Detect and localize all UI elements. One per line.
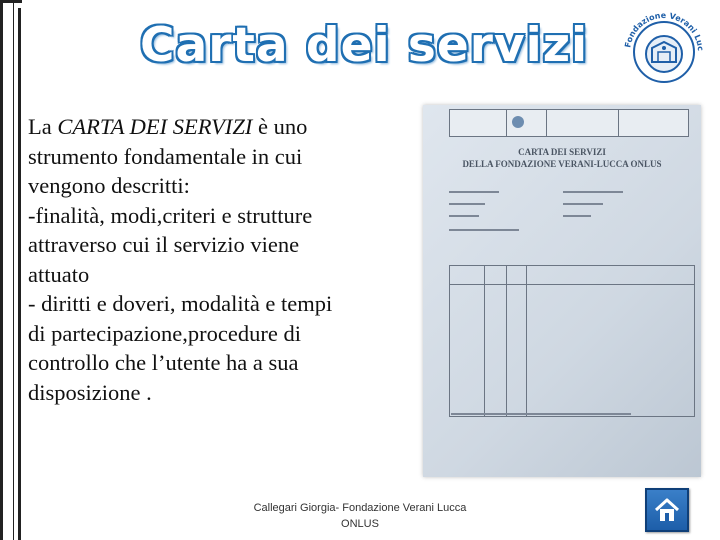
body-line-3: vengono descritti: — [28, 173, 190, 198]
slide-left-frame-inner-line — [18, 8, 21, 540]
body-line-8: di partecipazione,procedure di — [28, 320, 301, 346]
body-line-1: La CARTA DEI SERVIZI è uno — [28, 114, 308, 139]
footer-line-2: ONLUS — [341, 518, 379, 530]
body-line-6: attuato — [28, 261, 90, 287]
fondazione-logo — [612, 8, 716, 88]
slide-title: Carta dei servizi — [140, 18, 589, 73]
slide-footer — [250, 500, 470, 532]
body-line-7: - diritti e doveri, modalità e tempi — [28, 291, 333, 316]
logo-seal-icon — [612, 8, 716, 88]
body-line-4: -finalità, modi,criteri e strutture — [28, 202, 313, 228]
home-button[interactable] — [645, 488, 689, 532]
slide-left-frame-top-line — [0, 0, 22, 3]
slide-body-text — [28, 112, 428, 407]
home-icon — [653, 496, 681, 524]
document-photo — [423, 105, 701, 477]
footer-line-1: Callegari Giorgia- Fondazione Verani Lucca — [253, 502, 467, 514]
body-line-10: disposizione . — [28, 379, 152, 405]
document-title-line-2: DELLA FONDAZIONE VERANI-LUCCA ONLUS — [462, 159, 662, 169]
document-header-block — [449, 109, 689, 137]
logo-ring-text: Fondazione Verani Luc — [623, 10, 706, 52]
document-title-line-1: CARTA DEI SERVIZI — [518, 147, 606, 157]
slide-left-frame — [0, 0, 14, 540]
document-revision-table — [449, 265, 695, 417]
body-line-2: strumento fondamentale in cui — [28, 143, 303, 169]
body-line-9: controllo che l’utente ha a sua — [28, 350, 299, 375]
body-line-5: attraverso cui il servizio viene — [28, 232, 300, 257]
